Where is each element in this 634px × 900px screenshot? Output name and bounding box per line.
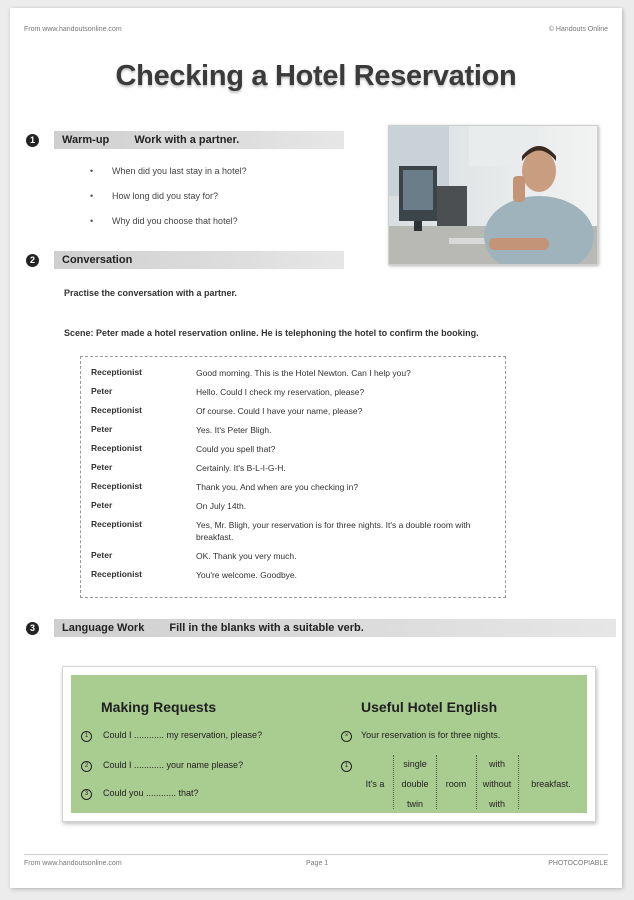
section-number-1: 1 xyxy=(26,134,39,147)
item-number: 3 xyxy=(81,789,92,800)
line: Yes, Mr. Bligh, your reservation is for three nights. It's a double room with breakfast. xyxy=(196,520,471,542)
line: Good morning. This is the Hotel Newton. Can I help you? xyxy=(196,368,411,378)
section-bar-language-work xyxy=(54,619,616,637)
room-label: room xyxy=(445,779,467,789)
question-item: • Why did you choose that hotel? xyxy=(90,216,247,241)
useful-english-heading: Useful Hotel English xyxy=(361,699,498,715)
section-number-3: 3 xyxy=(26,622,39,635)
footer-photocopiable: PHOTOCOPIABLE xyxy=(548,860,608,867)
request-item: Could I ............ your name please? xyxy=(103,760,244,770)
speaker: Peter xyxy=(91,500,113,510)
speaker: Receptionist xyxy=(91,519,143,529)
speaker: Receptionist xyxy=(91,569,143,579)
option-with: with xyxy=(488,759,505,769)
speaker: Peter xyxy=(91,386,113,396)
line: Of course. Could I have your name, please? xyxy=(196,406,363,416)
line: Thank you. And when are you checking in? xyxy=(196,482,359,492)
example-marker: × xyxy=(341,731,352,742)
exercise-box xyxy=(62,666,596,822)
item-number: 2 xyxy=(81,761,92,772)
header-copyright: © Handouts Online xyxy=(548,26,608,33)
conversation-instruction: Practise the conversation with a partner. xyxy=(64,288,238,298)
line: OK. Thank you very much. xyxy=(196,551,297,561)
option-with: with xyxy=(488,799,505,809)
speaker: Peter xyxy=(91,462,113,472)
line: Yes. It's Peter Bligh. xyxy=(196,425,272,435)
conversation-scene: Scene: Peter made a hotel reservation online. He is telephoning the hotel to confirm the booking. xyxy=(64,328,479,338)
line: Could you spell that? xyxy=(196,444,276,454)
option-double: double xyxy=(401,779,429,789)
warmup-questions xyxy=(90,166,247,241)
section-instruction: Work with a partner. xyxy=(134,134,240,146)
photo-man-on-phone xyxy=(388,125,598,265)
option-single: single xyxy=(403,759,427,769)
example-sentence: Your reservation is for three nights. xyxy=(361,730,501,740)
header-source: From www.handoutsonline.com xyxy=(24,26,122,33)
question-item: • How long did you stay for? xyxy=(90,191,247,216)
request-item: Could I ............ my reservation, please? xyxy=(103,730,263,740)
breakfast-label: breakfast. xyxy=(531,779,571,789)
speaker: Receptionist xyxy=(91,443,143,453)
its-a-label: It's a xyxy=(365,779,385,789)
item-number: 1 xyxy=(341,761,352,772)
section-bar-conversation xyxy=(54,251,344,269)
option-twin: twin xyxy=(406,799,423,809)
making-requests-heading: Making Requests xyxy=(101,699,217,715)
divider xyxy=(393,755,394,809)
line: You're welcome. Goodbye. xyxy=(196,570,298,580)
request-item: Could you ............ that? xyxy=(103,788,199,798)
section-number-2: 2 xyxy=(26,254,39,267)
speaker: Receptionist xyxy=(91,481,143,491)
line: Certainly. It's B-L-I-G-H. xyxy=(196,463,286,473)
section-instruction: Fill in the blanks with a suitable verb. xyxy=(169,622,364,634)
speaker: Peter xyxy=(91,550,113,560)
exercise-panel xyxy=(71,675,587,813)
speaker: Receptionist xyxy=(91,405,143,415)
section-bar-warmup xyxy=(54,131,344,149)
footer-page: Page 1 xyxy=(306,860,329,867)
item-number: 1 xyxy=(81,731,92,742)
page-title: Checking a Hotel Reservation xyxy=(115,60,517,92)
question-item: • When did you last stay in a hotel? xyxy=(90,166,247,191)
speaker: Receptionist xyxy=(91,367,143,377)
divider xyxy=(518,755,519,809)
worksheet-page xyxy=(10,8,622,888)
line: Hello. Could I check my reservation, please? xyxy=(196,387,365,397)
section-label: Warm-up xyxy=(62,134,110,146)
footer-rule xyxy=(24,854,608,855)
section-label: Language Work xyxy=(62,622,145,634)
dialogue-box xyxy=(80,356,506,598)
footer-source: From www.handoutsonline.com xyxy=(24,860,122,867)
option-without: without xyxy=(482,779,512,789)
speaker: Peter xyxy=(91,424,113,434)
section-label: Conversation xyxy=(62,254,133,266)
line: On July 14th. xyxy=(196,501,247,511)
